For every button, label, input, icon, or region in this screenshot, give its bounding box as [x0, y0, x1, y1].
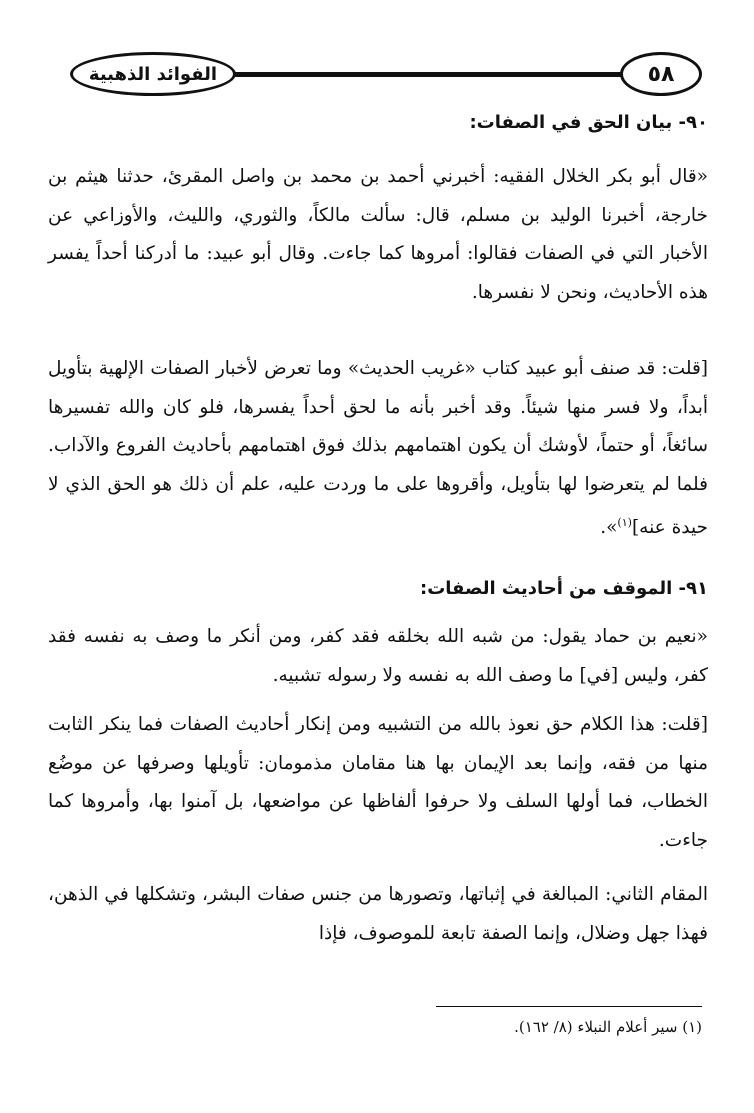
section-heading-91: ٩١- الموقف من أحاديث الصفات: — [420, 578, 708, 599]
paragraph: «قال أبو بكر الخلال الفقيه: أخبرني أحمد بن محمد بن واصل المقرئ، حدثنا هيثم بن خارجة، أخبرنا الوليد بن مسلم، قال: سألت مالكاً، والثوري، والليث، والأوزاعي عن الأخبار التي في الصفات فقالوا: أمروها كما جاءت. وقال أبو عبيد: ما أدركنا أحداً يفسر هذه الأحاديث، ونحن لا نفسرها. — [48, 166, 708, 303]
footnote-marker: (١) — [617, 516, 632, 529]
paragraph: [قلت: هذا الكلام حق نعوذ بالله من التشبيه ومن إنكار أحاديث الصفات فما ينكر الثابت منها من فقه، وإنما بعد الإيمان بها هنا مقامان مذمومان: تأويلها وصرفها عن موضُع الخطاب، فما أولها السلف ولا حرفوا ألفاظها عن مواضعها، بل آمنوا بها، وأمروها كما جاءت. — [48, 714, 708, 851]
section-91-paragraph-3 — [48, 876, 708, 953]
book-title-oval — [70, 52, 236, 96]
page-number-oval — [620, 52, 702, 96]
paragraph: «نعيم بن حماد يقول: من شبه الله بخلقه فقد كفر، ومن أنكر ما وصف به نفسه فقد كفر، وليس [في] ما وصف الله به نفسه ولا رسوله تشبيه. — [48, 626, 708, 686]
closing-quote: ». — [600, 517, 618, 539]
book-title: الفوائد الذهبية — [88, 63, 218, 85]
footnote: (١) سير أعلام النبلاء (٨/ ١٦٢). — [514, 1018, 702, 1036]
section-90-paragraph-2 — [48, 350, 708, 548]
page-header — [48, 52, 708, 100]
paragraph — [48, 350, 708, 548]
section-91-paragraph-2 — [48, 706, 708, 860]
paragraph: المقام الثاني: المبالغة في إثباتها، وتصورها من جنس صفات البشر، وتشكلها في الذهن، فهذا جهل وضلال، وإنما الصفة تابعة للموصوف، فإذا — [48, 884, 708, 944]
page-number: ٥٨ — [647, 61, 675, 87]
section-heading-90: ٩٠- بيان الحق في الصفات: — [469, 112, 708, 133]
paragraph-text: [قلت: قد صنف أبو عبيد كتاب «غريب الحديث» وما تعرض لأخبار الصفات الإلهية بتأويل أبداً، ولا فسر منها شيئاً. وقد أخبر بأنه ما لحق أحداً يفسرها، فلو كان والله تفسيرها سائغاً، أو حتماً، لأوشك أن يكون اهتمامهم بذلك فوق اهتمامهم بأحاديث الفروع والآداب. فلما لم يتعرضوا لها بتأويل، وأقروها على ما وردت عليه، علم أن ذلك هو الحق الذي لا حيدة عنه] — [48, 358, 708, 539]
section-91-paragraph-1 — [48, 618, 708, 695]
section-90-paragraph-1 — [48, 158, 708, 312]
footnote-divider — [436, 1006, 702, 1007]
